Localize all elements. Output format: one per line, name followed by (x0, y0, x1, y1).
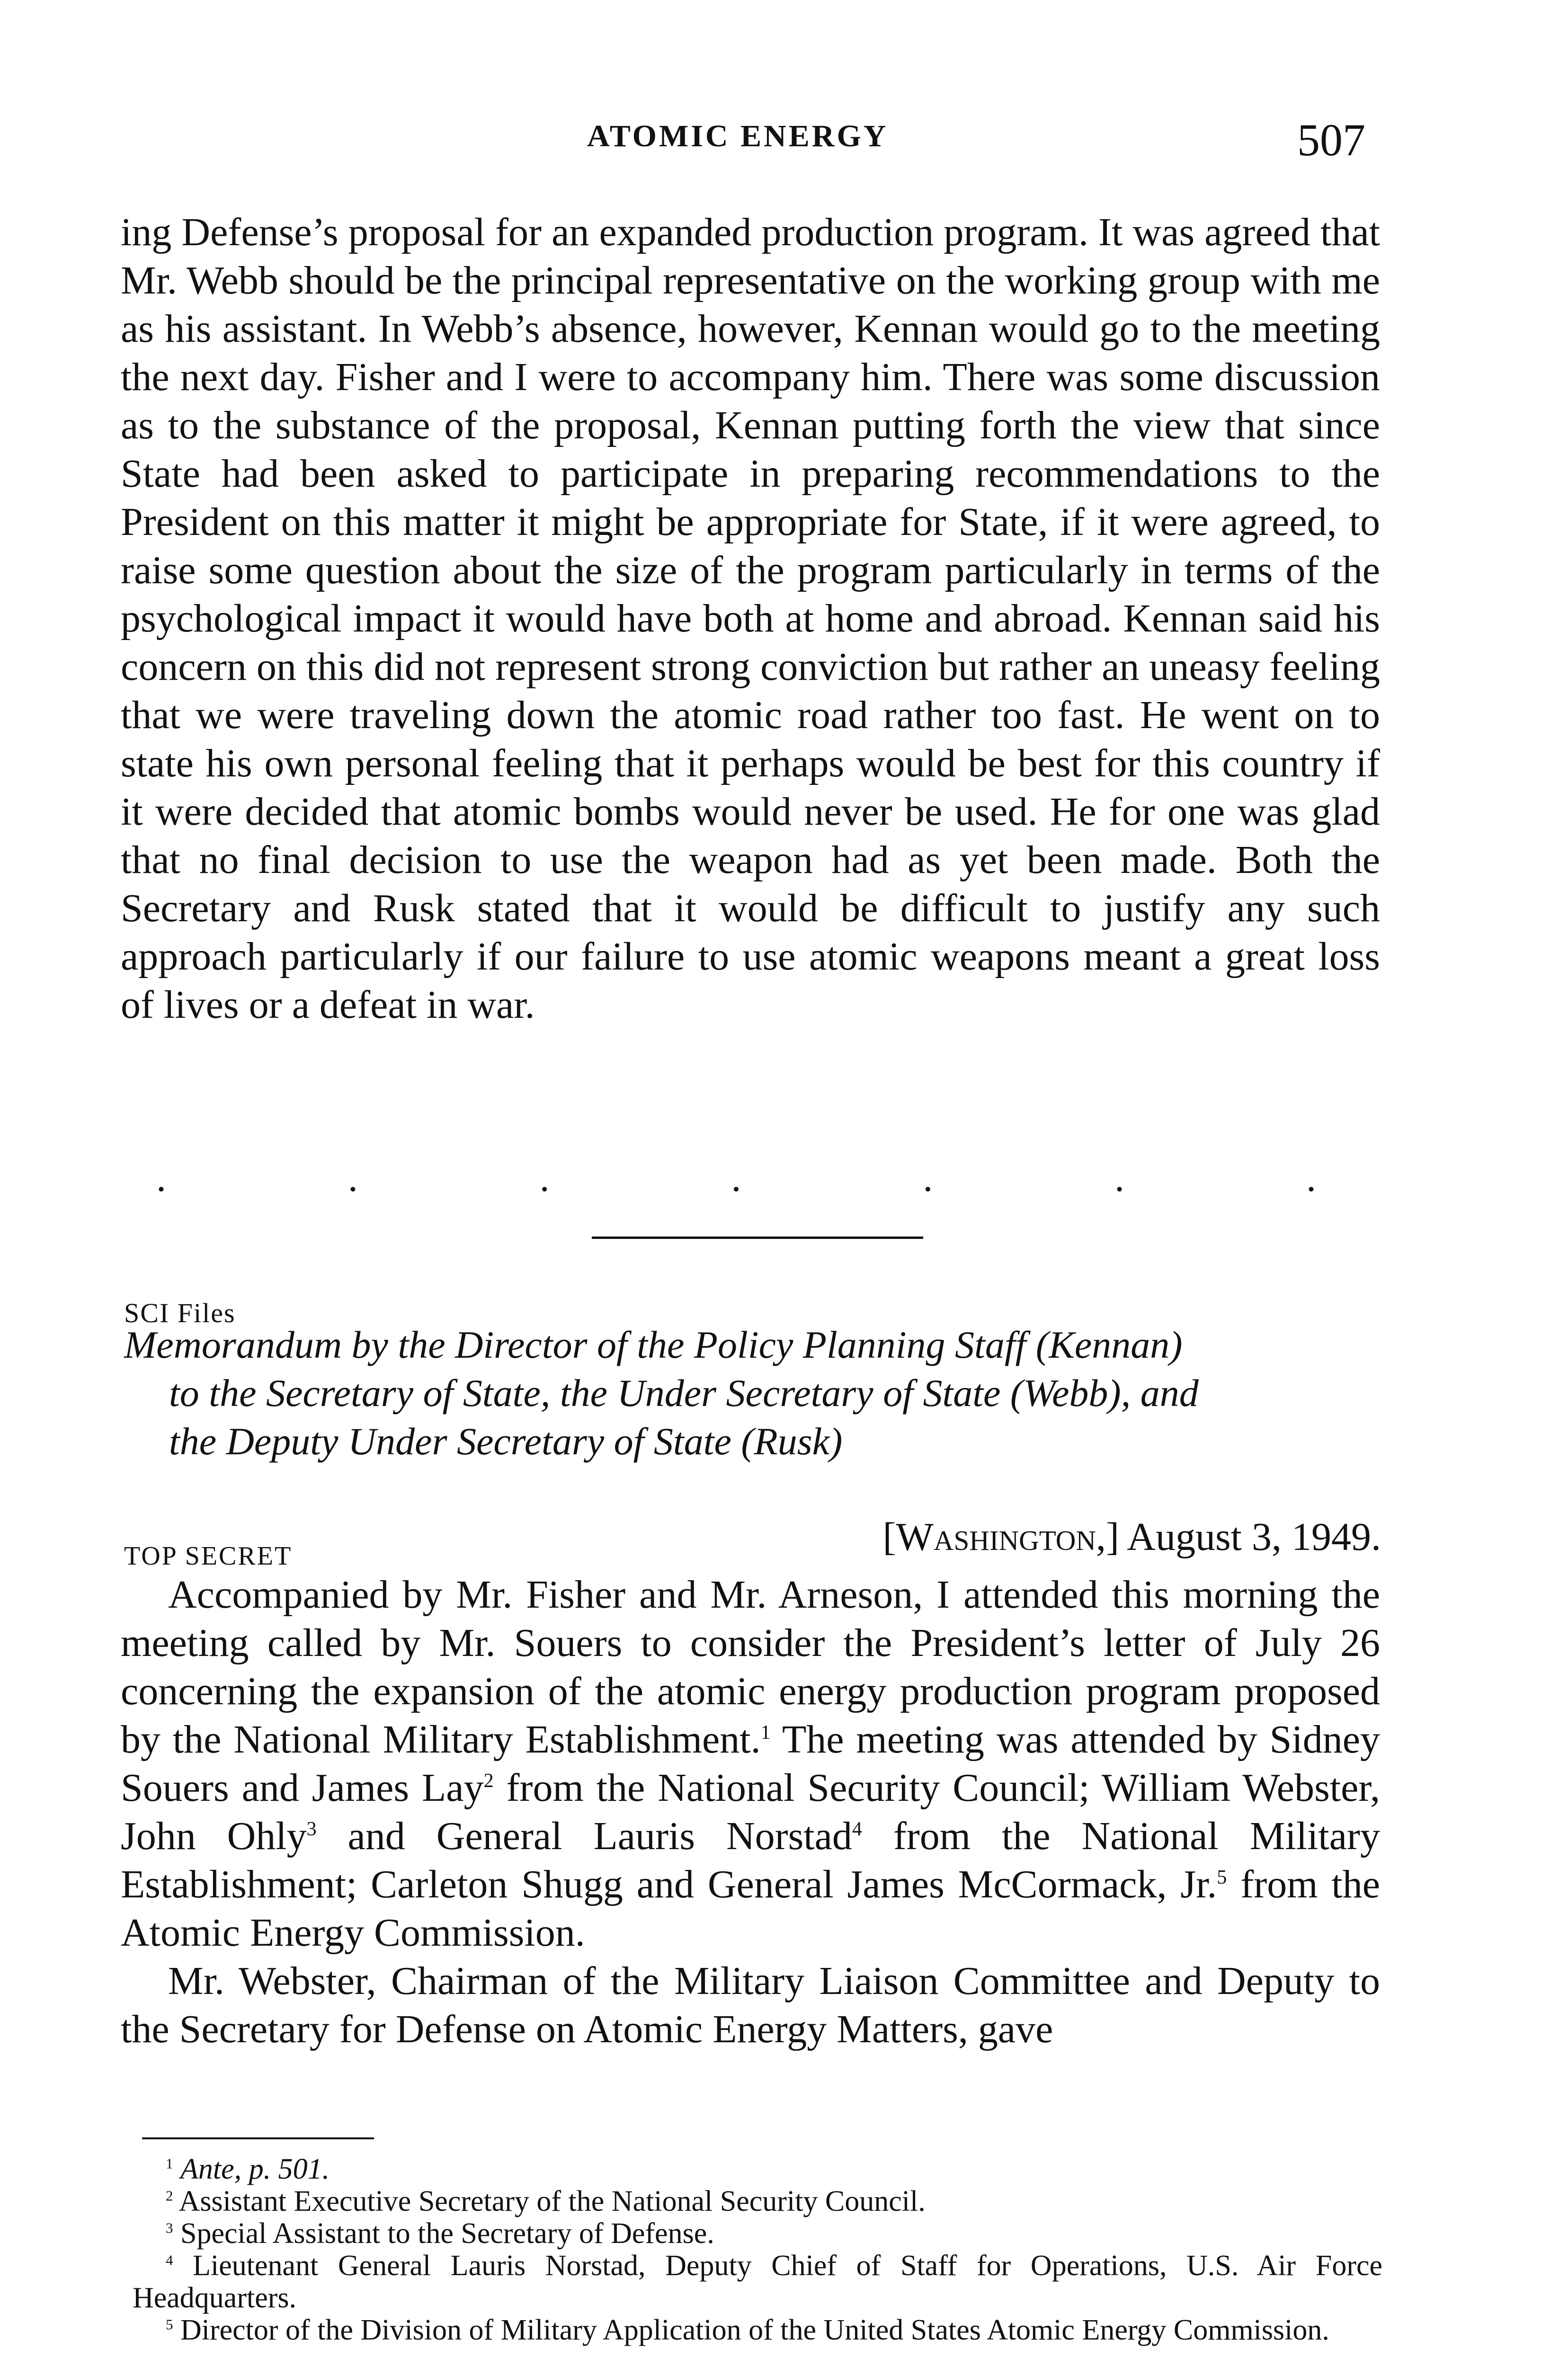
title-line-3: the Deputy Under Secretary of State (Rusk) (169, 1420, 843, 1463)
title-line-2: to the Secretary of State, the Under Secretary of State (Webb), and (169, 1371, 1199, 1415)
ellipsis-dot: . (1306, 1156, 1316, 1200)
footnote-number: 3 (166, 2219, 173, 2236)
ellipsis-dot: . (347, 1156, 358, 1200)
text-run: and General Lauris Norstad (316, 1814, 852, 1858)
footnote-ref: 2 (483, 1770, 494, 1792)
ellipsis-dot: . (1114, 1156, 1125, 1200)
text-run: The meeting was attended by Sidney Souers and James Lay (121, 1717, 1381, 1810)
text-run: from the National Security Council; William Webster, John Ohly (121, 1766, 1380, 1858)
footnote-text: Director of the Division of Military Application of the United States Atomic Energy Commission. (180, 2314, 1329, 2346)
text-run: Accompanied by Mr. Fisher and Mr. Arneson, I attended this morning the meeting called by Mr. Souers to consider the President’s letter of July 26 concerning the expansion of the atomic energy production program proposed by the National Military Establishment. (121, 1573, 1380, 1762)
footnote-ref: 5 (1217, 1867, 1227, 1888)
section-divider (592, 1237, 923, 1239)
footnote (133, 2250, 1382, 2314)
dateline (883, 1514, 1381, 1560)
classification-label: TOP SECRET (124, 1541, 293, 1571)
running-title: ATOMIC ENERGY (587, 119, 889, 153)
memo-paragraph-2: Mr. Webster, Chairman of the Military Liaison Committee and Deputy to the Secretary for Defense on Atomic Energy Matters, gave (121, 1959, 1380, 2051)
footnote-number: 4 (166, 2251, 173, 2269)
continued-paragraph (121, 208, 1380, 1029)
ellipsis-dot: . (539, 1156, 550, 1200)
footnote-number: 1 (166, 2155, 173, 2172)
footnote (133, 2217, 1382, 2250)
footnote-ref: 3 (306, 1818, 317, 1840)
dateline-date: August 3, 1949. (1127, 1515, 1381, 1559)
text-run: from the Atomic Energy Commission. (121, 1862, 1380, 1955)
footnote-divider (142, 2137, 374, 2139)
ellipsis-dot: . (923, 1156, 933, 1200)
page-number: 507 (1297, 115, 1365, 165)
source-label: SCI Files (124, 1298, 236, 1328)
title-line-1: Memorandum by the Director of the Policy Planning Staff (Kennan) (124, 1323, 1183, 1366)
footnote (133, 2314, 1382, 2346)
footnote (133, 2185, 1382, 2217)
ellipsis-dot: . (156, 1156, 166, 1200)
footnote-number: 2 (166, 2187, 173, 2204)
footnote-text: Lieutenant General Lauris Norstad, Deputy Chief of Staff for Operations, U.S. Air Force Headquarters. (133, 2250, 1383, 2314)
footnote (133, 2153, 1382, 2185)
footnote-number: 5 (166, 2316, 173, 2333)
dateline-place: [Washington,] (882, 1515, 1119, 1559)
memo-paragraph-1 (121, 1571, 1380, 1957)
footnote-ref: 4 (852, 1818, 862, 1840)
paragraph-text: ing Defense’s proposal for an expanded production program. It was agreed that Mr. Webb should be the principal representative on the working group with me as his assistant. In Webb’s absence, however, Kennan would go to the meeting the next day. Fisher and I were to accompany him. There was some discussion as to the substance of the proposal, Kennan putting forth the view that since State had been asked to participate in preparing recommendations to the President on this matter it might be appropriate for State, if it were agreed, to raise some question about the size of the program particularly in terms of the psychological impact it would have both at home and abroad. Kennan said his concern on this did not represent strong conviction but rather an uneasy feeling that we were traveling down the atomic road rather too fast. He went on to state his own personal feeling that it perhaps would be best for this country if it were decided that atomic bombs would never be used. He for one was glad that no final decision to use the weapon had as yet been made. Both the Secretary and Rusk stated that it would be difficult to justify any such approach particularly if our failure to use atomic weapons meant a great loss of lives or a defeat in war. (121, 210, 1380, 1027)
footnote-text: Ante, p. 501. (180, 2153, 330, 2185)
ellipsis-dot: . (731, 1156, 741, 1200)
ellipsis-row (156, 1155, 1316, 1201)
memo-body (121, 1571, 1380, 2054)
text-run: from the National Military Establishment; Carleton Shugg and General James McCormack, Jr. (121, 1814, 1380, 1906)
footnote-ref: 1 (760, 1722, 771, 1744)
document-title (124, 1321, 1383, 1466)
footnote-text: Special Assistant to the Secretary of Defense. (180, 2217, 714, 2250)
footnote-text: Assistant Executive Secretary of the National Security Council. (178, 2185, 926, 2217)
footnotes (133, 2153, 1382, 2346)
